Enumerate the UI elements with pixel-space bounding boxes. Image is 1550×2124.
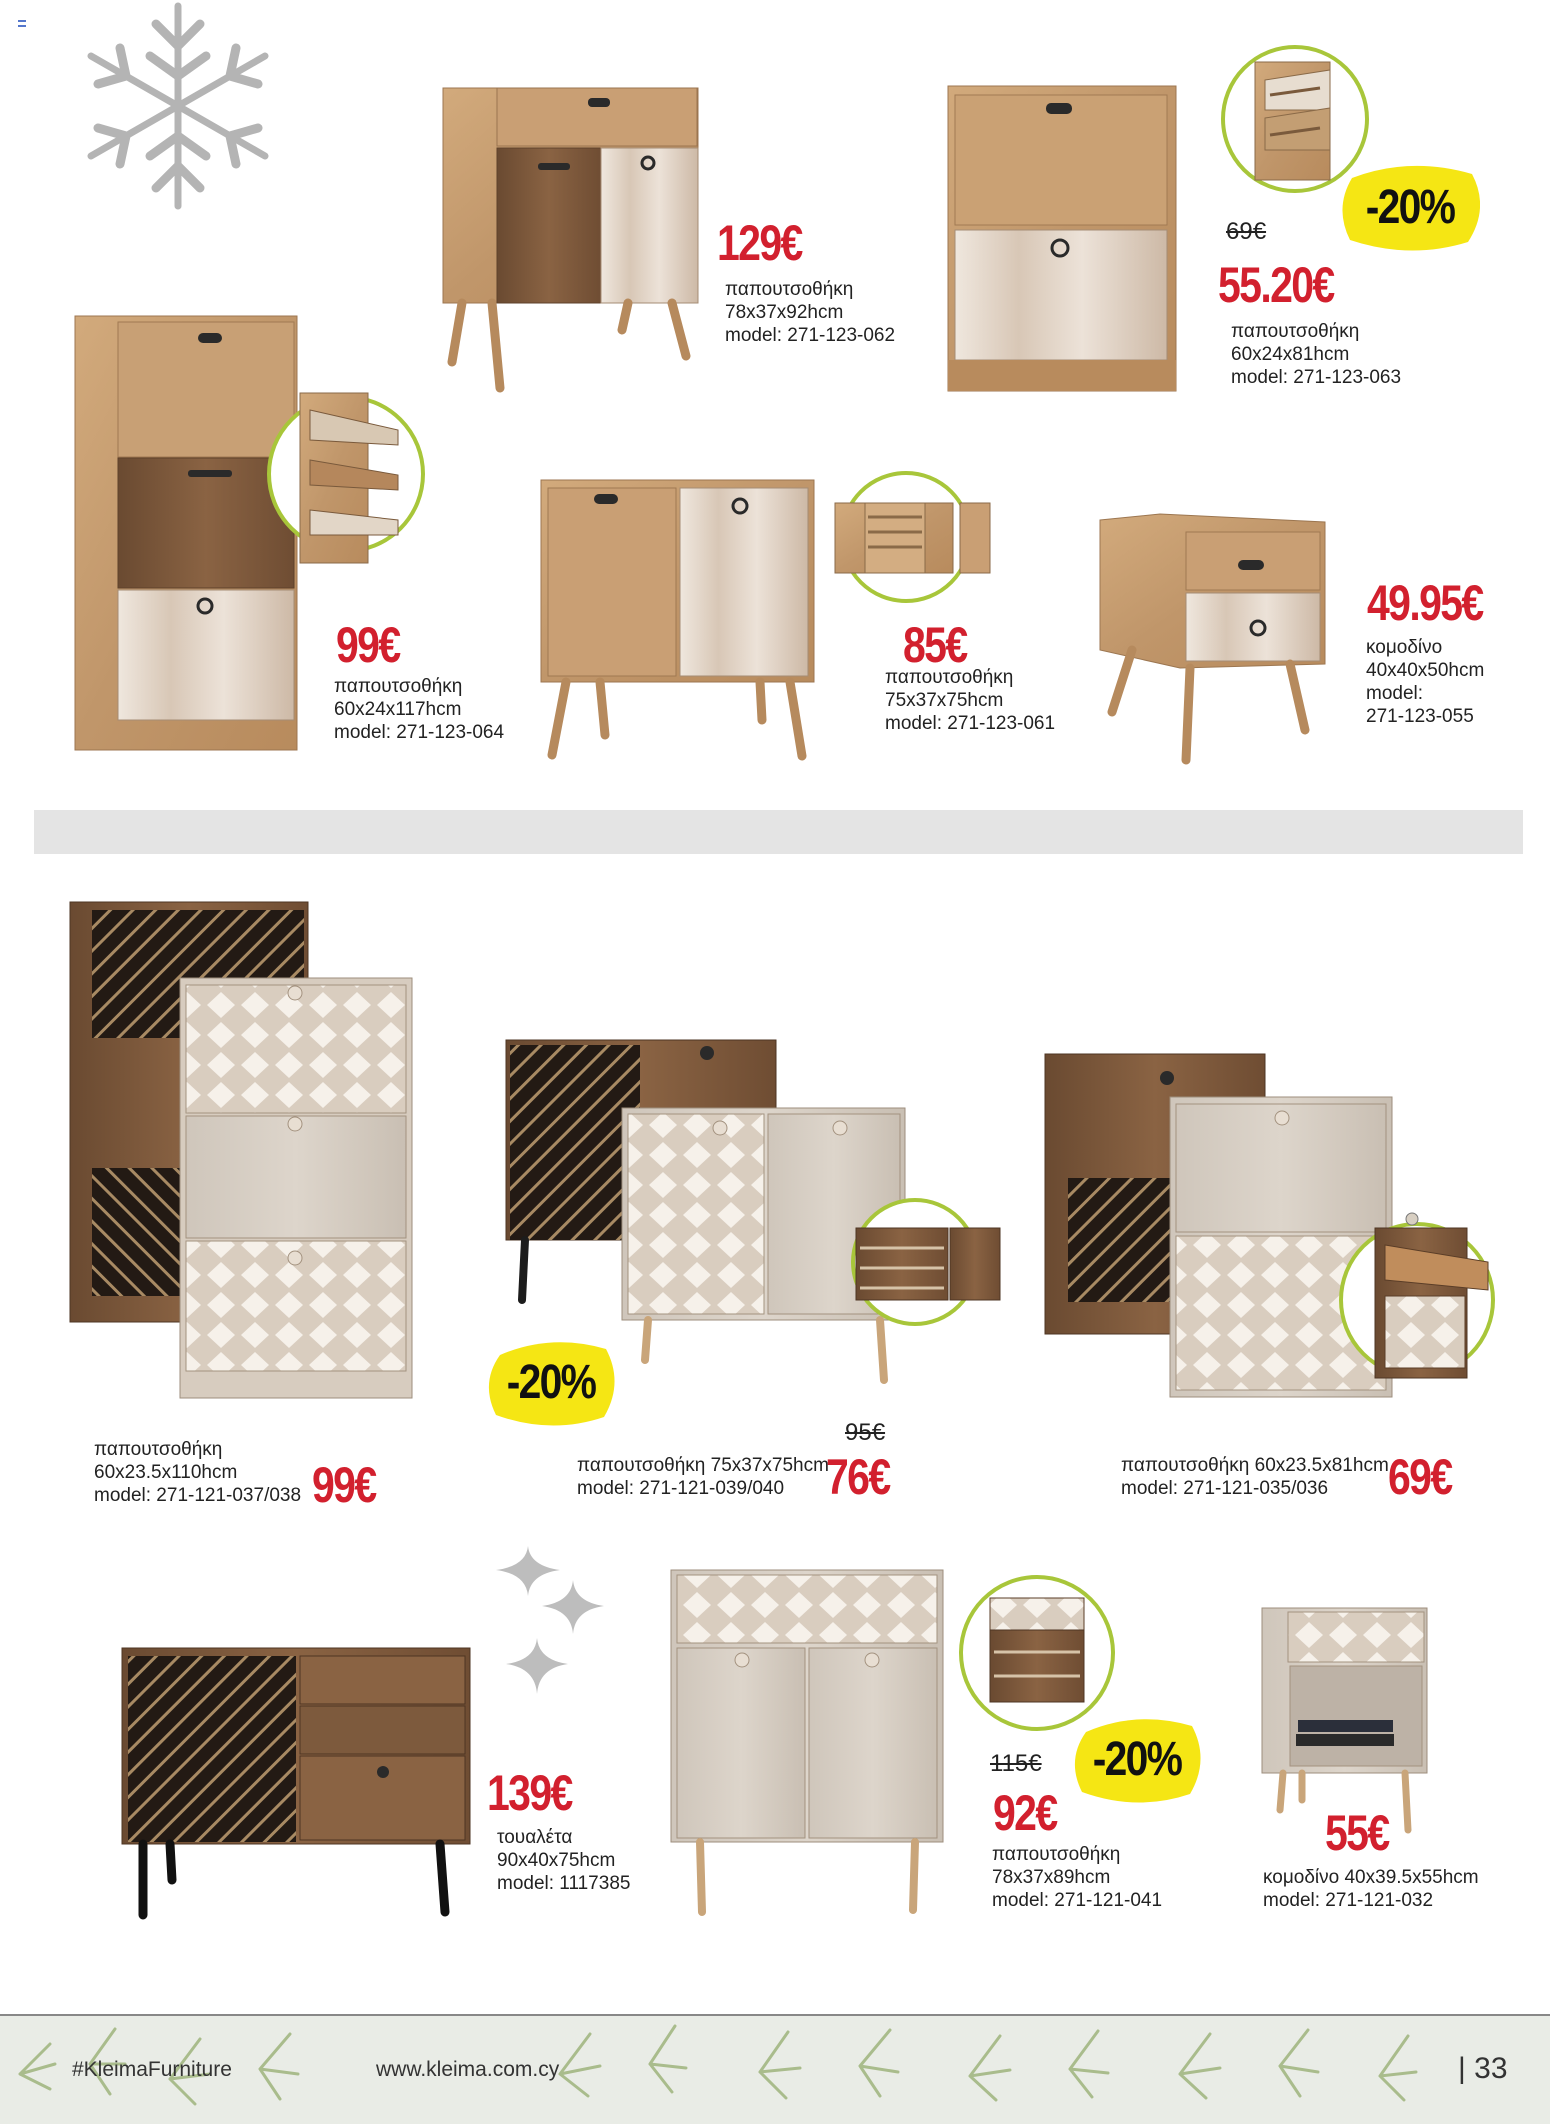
price-1117385: 139€ [487, 1765, 572, 1821]
price-061: 85€ [903, 617, 967, 673]
product-image-037 [70, 902, 412, 1398]
page-number: | 33 [1458, 2052, 1508, 2085]
product-image-055 [1100, 514, 1325, 760]
description-041: παπουτσοθήκη 78x37x89hcm model: 271-121-041 [992, 1844, 1163, 1911]
product-image-064 [75, 316, 297, 750]
product-image-032 [1262, 1608, 1427, 1830]
footer [0, 2014, 1550, 2124]
menu-icon [18, 20, 26, 27]
product-image-062 [443, 88, 698, 388]
product-image-041 [671, 1570, 943, 1912]
description-1117385: τουαλέτα 90x40x75hcm model: 1117385 [497, 1827, 631, 1894]
hashtag: #KleimaFurniture [72, 2058, 232, 2081]
pine-garland [0, 2014, 1550, 2124]
sparkle-icon [496, 1546, 604, 1694]
price-055: 49.95€ [1367, 575, 1483, 631]
price-039: 76€ [826, 1449, 890, 1505]
price-032: 55€ [1325, 1805, 1389, 1861]
description-063: παπουτσοθήκη 60x24x81hcm model: 271-123-063 [1231, 321, 1402, 388]
old-price-041: 115€ [990, 1750, 1042, 1777]
price-063: 55.20€ [1218, 257, 1334, 313]
product-inset-041 [961, 1577, 1113, 1729]
description-062: παπουτσοθήκη 78x37x92hcm model: 271-123-062 [725, 279, 896, 346]
product-image-035 [1045, 1054, 1392, 1397]
old-price-039: 95€ [845, 1419, 886, 1446]
product-image-039 [506, 1040, 905, 1380]
price-064: 99€ [336, 617, 400, 673]
price-041: 92€ [993, 1785, 1057, 1841]
description-035: παπουτσοθήκη 60x23.5x81hcm model: 271-121-035/036 [1121, 1455, 1389, 1499]
old-price-063: 69€ [1226, 218, 1267, 245]
product-inset-039 [853, 1200, 1000, 1324]
discount-badge-063: -20% [1340, 160, 1480, 255]
price-062: 129€ [717, 215, 802, 271]
discount-badge-041: -20% [1072, 1712, 1202, 1807]
product-image-063 [948, 86, 1176, 391]
discount-badge-039: -20% [486, 1335, 616, 1430]
product-inset-061 [835, 473, 990, 601]
price-035: 69€ [1388, 1449, 1452, 1505]
section-divider [34, 810, 1523, 854]
description-055: κομοδίνο 40x40x50hcm model: 271-123-055 [1366, 637, 1485, 727]
product-image-061 [541, 480, 814, 756]
description-032: κομοδίνο 40x39.5x55hcm model: 271-121-032 [1263, 1867, 1479, 1911]
website-link[interactable]: www.kleima.com.cy [376, 2058, 560, 2081]
product-image-1117385 [122, 1648, 470, 1915]
description-039: παπουτσοθήκη 75x37x75hcm model: 271-121-039/040 [577, 1455, 829, 1499]
description-064: παπουτσοθήκη 60x24x117hcm model: 271-123-064 [334, 676, 505, 743]
description-061: παπουτσοθήκη 75x37x75hcm model: 271-123-061 [885, 667, 1056, 734]
description-037: παπουτσοθήκη 60x23.5x110hcm model: 271-121-037/038 [94, 1439, 302, 1506]
snowflake-icon [91, 6, 265, 206]
price-037: 99€ [312, 1457, 376, 1513]
